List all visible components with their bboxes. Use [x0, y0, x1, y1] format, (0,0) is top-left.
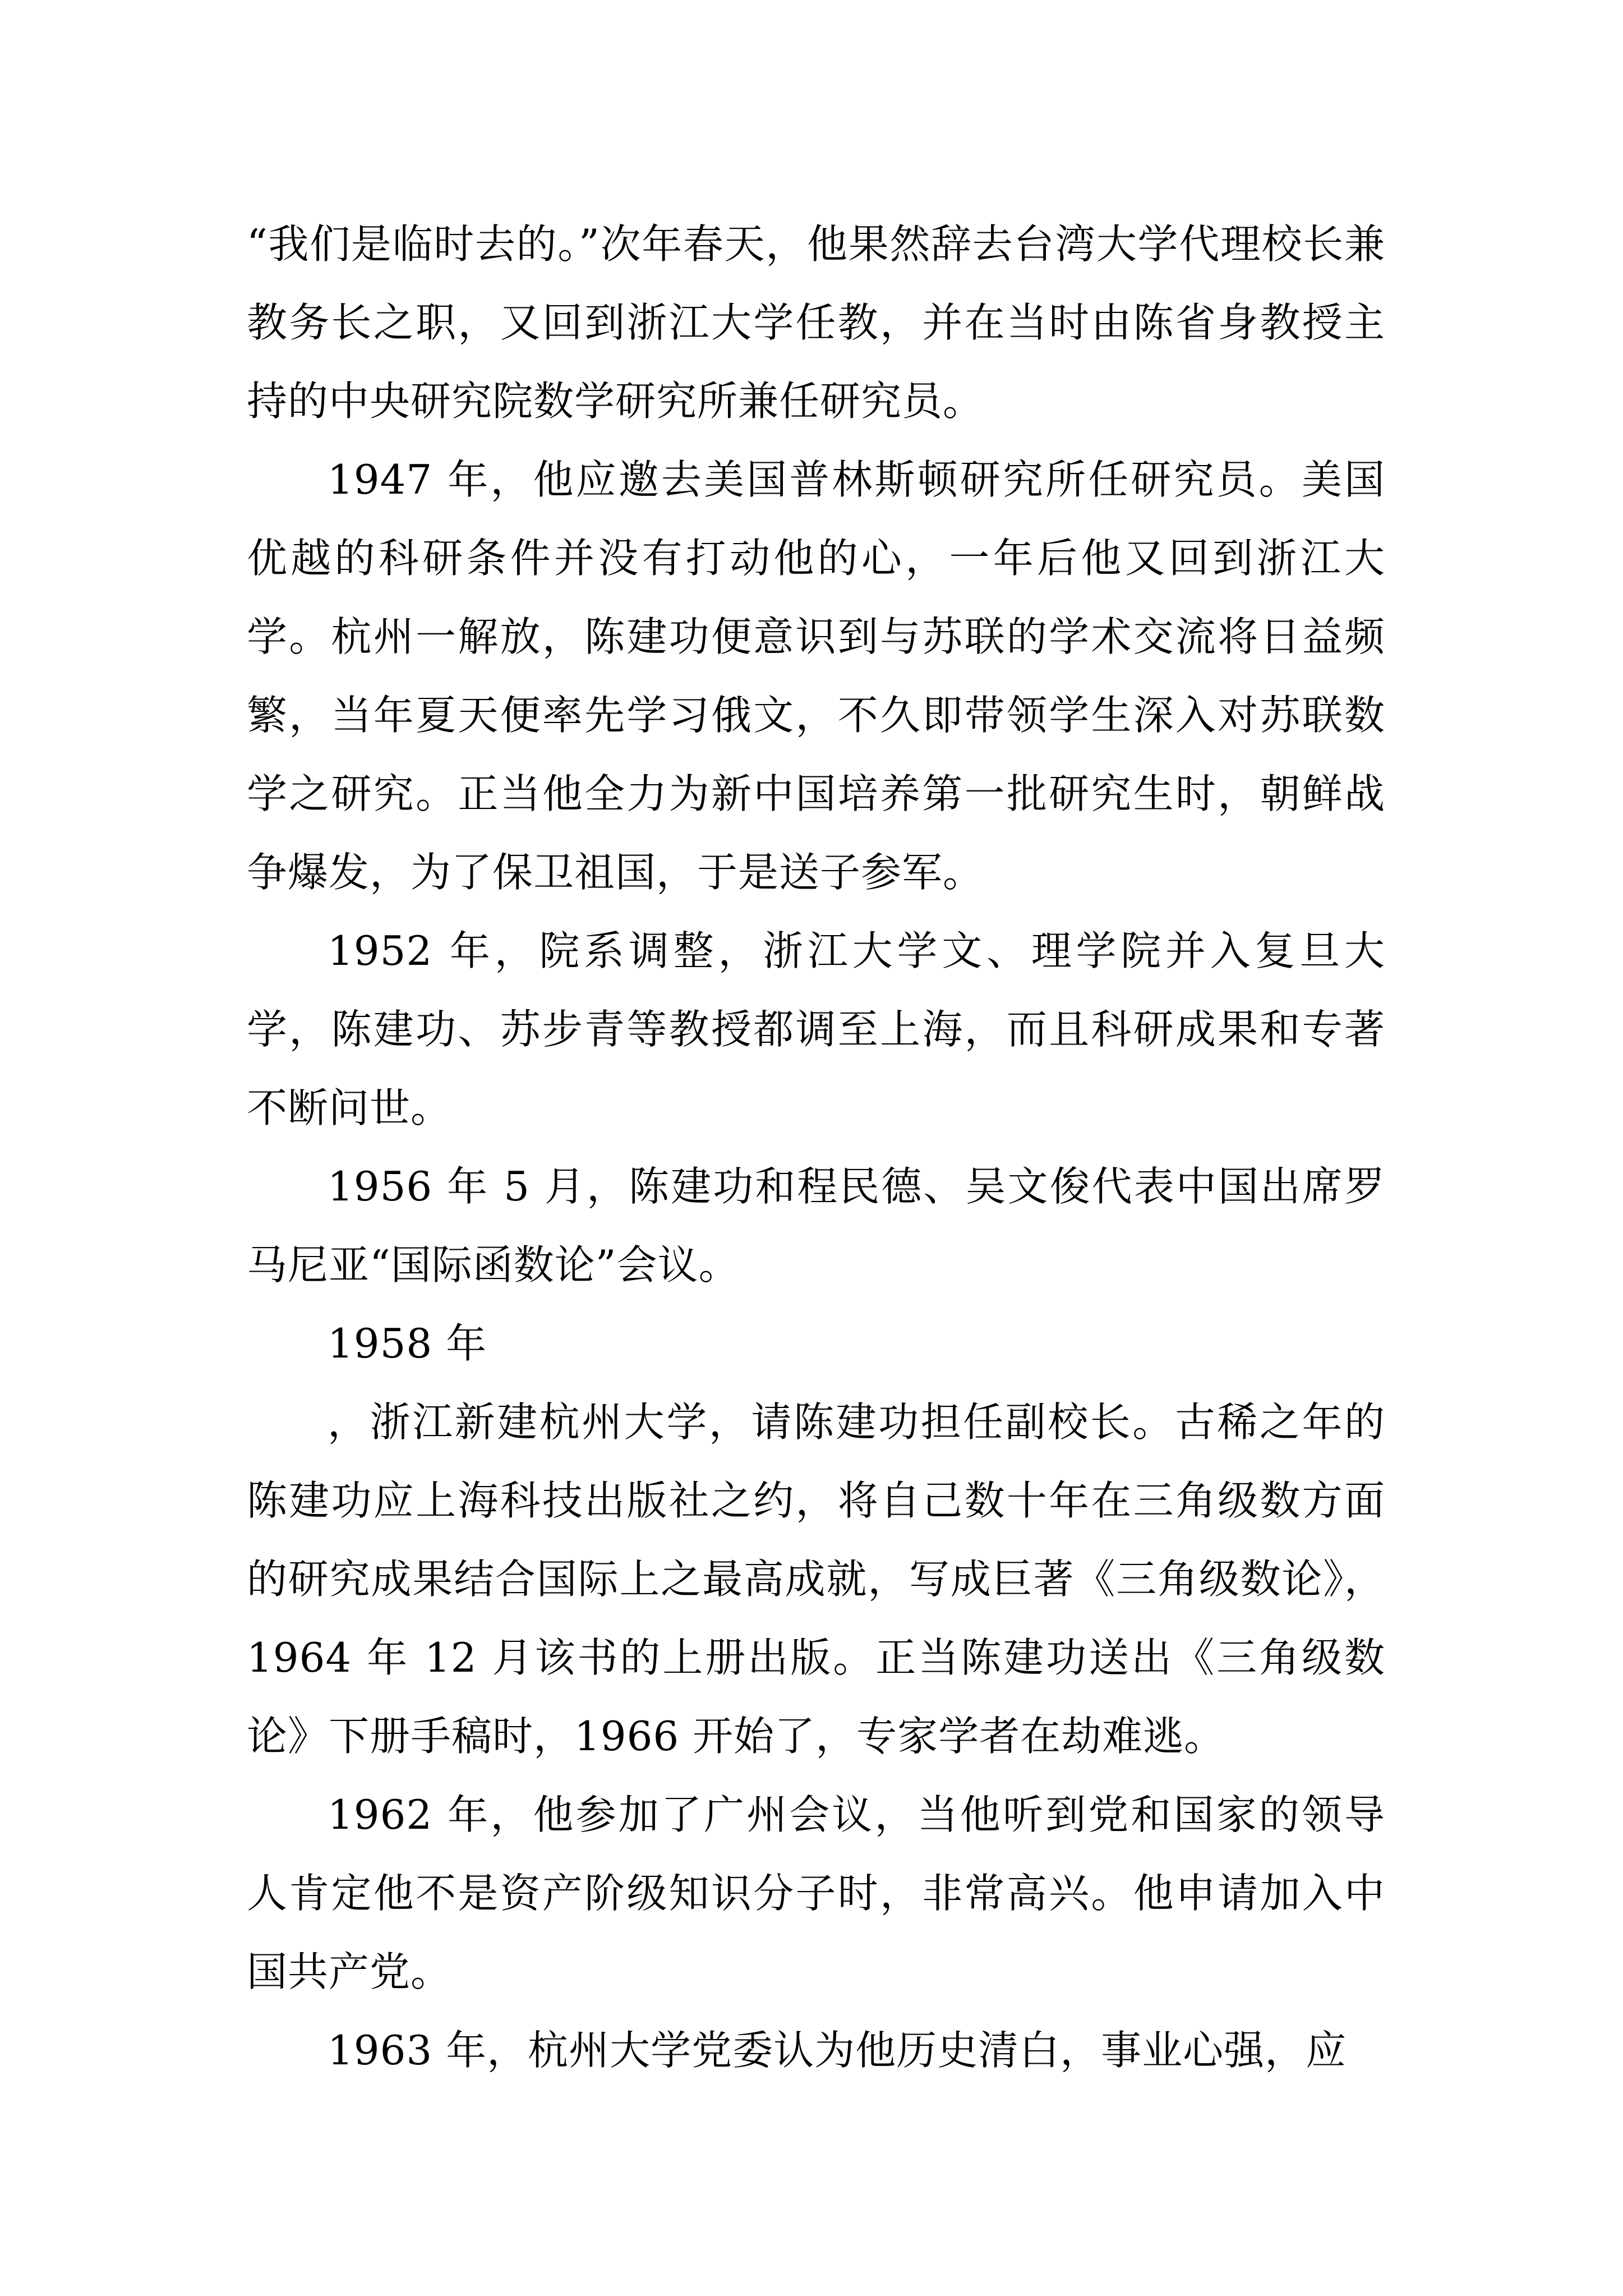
paragraph-5: 1958 年	[328, 1320, 487, 1367]
paragraph-7: 1962 年，他参加了广州会议，当他听到党和国家的领导人肯定他不是资产阶级知识分子时，非常高兴。他申请加入中国共产党。	[247, 1791, 1385, 1995]
paragraph-3: 1952 年，院系调整，浙江大学文、理学院并入复旦大学，陈建功、苏步青等教授都调至上海，而且科研成果和专著不断问世。	[247, 927, 1385, 1131]
paragraph-2: 1947 年，他应邀去美国普林斯顿研究所任研究员。美国优越的科研条件并没有打动他的心，一年后他又回到浙江大学。杭州一解放，陈建功便意识到与苏联的学术交流将日益频繁，当年夏天便率先学习俄文，不久即带领学生深入对苏联数学之研究。正当他全力为新中国培养第一批研究生时，朝鲜战争爆发，为了保卫祖国，于是送子参军。	[247, 456, 1385, 896]
body-text	[247, 205, 1385, 2090]
paragraph-6: ，浙江新建杭州大学，请陈建功担任副校长。古稀之年的陈建功应上海科技出版社之约，将自己数十年在三角级数方面的研究成果结合国际上之最高成就，写成巨著《三角级数论》，1964 年 12 月该书的上册出版。正当陈建功送出《三角级数论》下册手稿时，1966 开始了，专家学者在劫难逃。	[247, 1398, 1385, 1760]
paragraph-1: “我们是临时去的。”次年春天，他果然辞去台湾大学代理校长兼教务长之职，又回到浙江大学任教，并在当时由陈省身教授主持的中央研究院数学研究所兼任研究员。	[247, 220, 1385, 425]
paragraph-8: 1963 年，杭州大学党委认为他历史清白，事业心强，应	[328, 2027, 1347, 2074]
paragraph-4: 1956 年 5 月，陈建功和程民德、吴文俊代表中国出席罗马尼亚“国际函数论”会议。	[247, 1163, 1385, 1289]
